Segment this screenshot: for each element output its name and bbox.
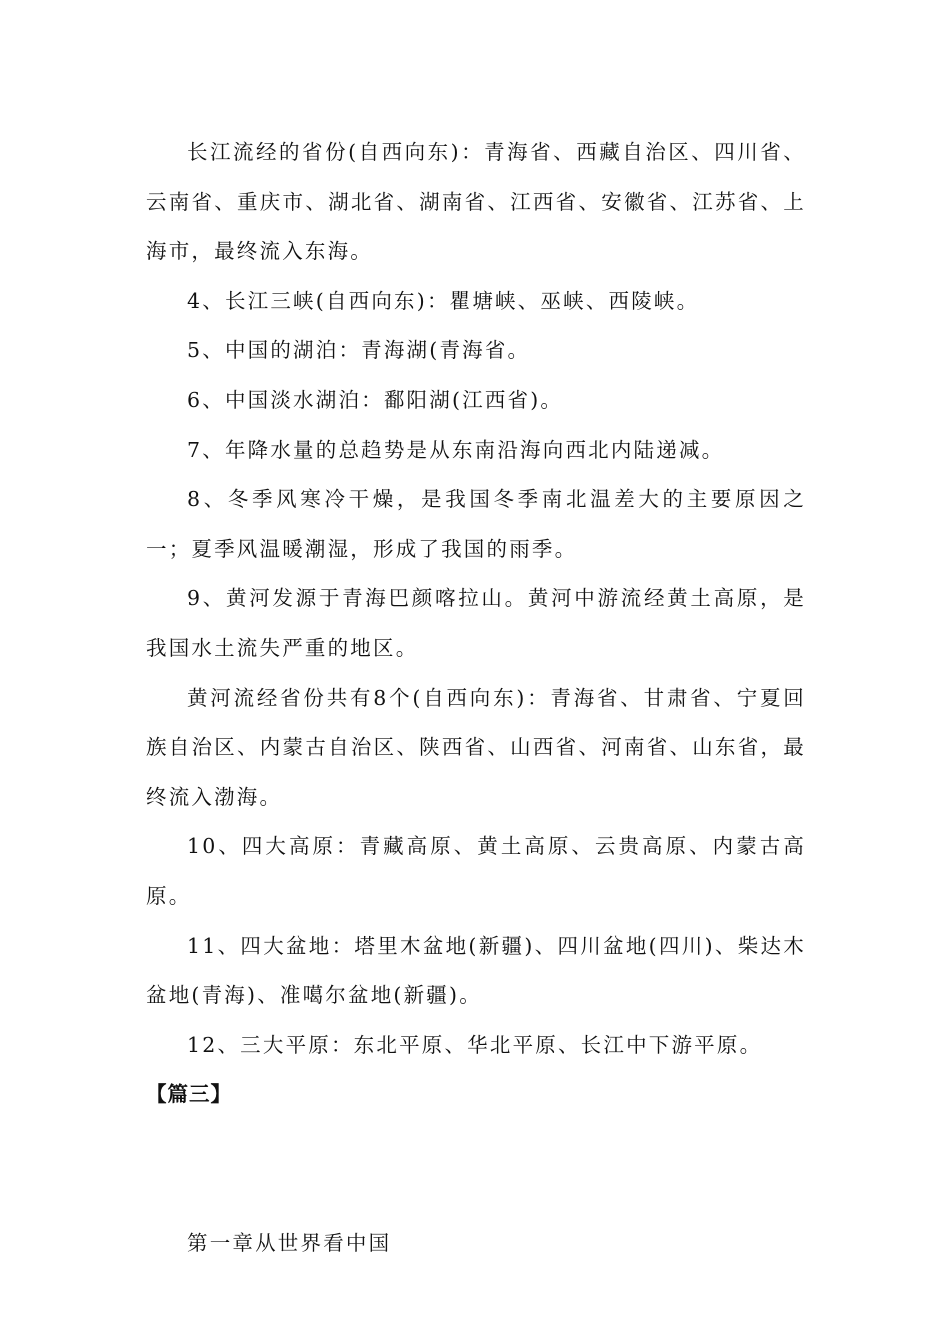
paragraph-plains: 12、三大平原：东北平原、华北平原、长江中下游平原。 [187, 1032, 763, 1057]
paragraph-lakes: 5、中国的湖泊：青海湖(青海省。 [187, 338, 531, 363]
paragraph-yangtze-provinces: 长江流经的省份(自西向东)：青海省、西藏自治区、四川省、云南省、重庆市、湖北省、湖南省、江西省、安徽省、江苏省、上海市，最终流入东海。 [146, 140, 806, 264]
paragraph-plateaus: 10、四大高原：青藏高原、黄土高原、云贵高原、内蒙古高原。 [146, 834, 806, 908]
paragraph-yellow-river-provinces: 黄河流经省份共有8个(自西向东)：青海省、甘肃省、宁夏回族自治区、内蒙古自治区、陕西省、山西省、河南省、山东省，最终流入渤海。 [146, 685, 806, 809]
chapter-title: 第一章从世界看中国 [187, 1230, 392, 1255]
paragraph-freshwater-lake: 6、中国淡水湖泊：鄱阳湖(江西省)。 [187, 387, 564, 412]
paragraph-monsoon: 8、冬季风寒冷干燥，是我国冬季南北温差大的主要原因之一；夏季风温暖潮湿，形成了我国的雨季。 [146, 487, 806, 561]
paragraph-yellow-river-source: 9、黄河发源于青海巴颜喀拉山。黄河中游流经黄土高原，是我国水土流失严重的地区。 [146, 586, 806, 660]
document-page [146, 128, 806, 1268]
section-heading: 【篇三】 [146, 1082, 232, 1107]
spacer [146, 1120, 806, 1219]
paragraph-precipitation: 7、年降水量的总趋势是从东南沿海向西北内陆递减。 [187, 437, 725, 462]
paragraph-basins: 11、四大盆地：塔里木盆地(新疆)、四川盆地(四川)、柴达木盆地(青海)、准噶尔盆地(新疆)。 [146, 933, 806, 1008]
paragraph-three-gorges: 4、长江三峡(自西向东)：瞿塘峡、巫峡、西陵峡。 [187, 288, 700, 313]
